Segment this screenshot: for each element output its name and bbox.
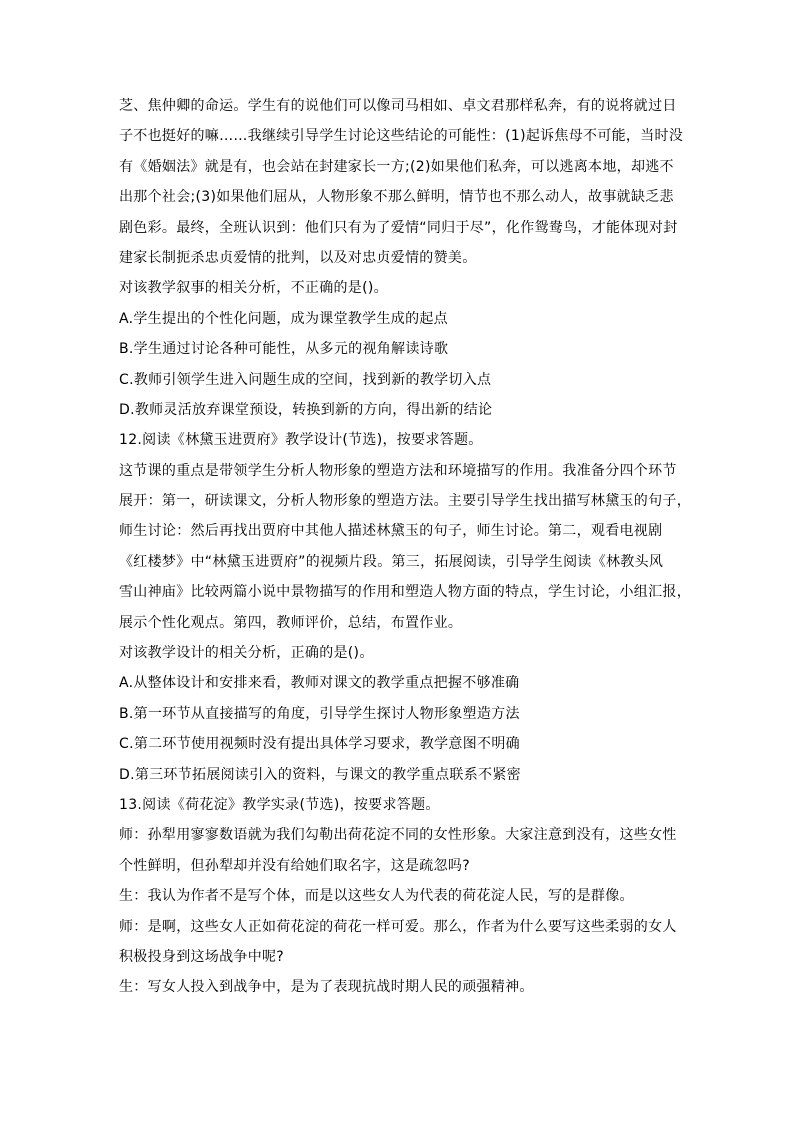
paragraph-line: 雪山神庙》比较两篇小说中景物描写的作用和塑造人物方面的特点，学生讨论，小组汇报， xyxy=(119,584,691,601)
paragraph-line: 师生讨论：然后再找出贾府中其他人描述林黛玉的句子，师生讨论。第二，观看电视剧 xyxy=(119,523,663,540)
paragraph-line: 有《婚姻法》就是有，也会站在封建家长一方;(2)如果他们私奔，可以逃离本地，却逃不 xyxy=(119,158,674,175)
paragraph-line: 《红楼梦》中“林黛玉进贾府”的视频片段。第三，拓展阅读，引导学生阅读《林教头风 xyxy=(119,553,664,570)
q11-passage xyxy=(119,96,689,430)
q12-section xyxy=(119,430,689,795)
option-c: C.第二环节使用视频时没有提出具体学习要求，教学意图不明确 xyxy=(119,736,520,753)
paragraph-line: 展示个性化观点。第四，教师评价，总结，布置作业。 xyxy=(119,614,463,631)
dialogue-line: 师：孙犁用寥寥数语就为我们勾勒出荷花淀不同的女性形象。大家注意到没有，这些女性 xyxy=(119,827,677,844)
dialogue-line: 个性鲜明，但孙犁却并没有给她们取名字，这是疏忽吗? xyxy=(119,857,470,874)
paragraph-line: 芝、焦仲卿的命运。学生有的说他们可以像司马相如、卓文君那样私奔，有的说将就过日 xyxy=(119,98,677,114)
document-page xyxy=(119,96,689,1008)
option-b: B.学生通过讨论各种可能性，从多元的视角解读诗歌 xyxy=(119,341,449,358)
option-c: C.教师引领学生进入问题生成的空间，找到新的教学切入点 xyxy=(119,371,492,388)
option-a: A.从整体设计和安排来看，教师对课文的教学重点把握不够准确 xyxy=(119,675,520,692)
dialogue-line: 生：写女人投入到战争中，是为了表现抗战时期人民的顽强精神。 xyxy=(119,979,534,996)
paragraph-line: 展开：第一，研读课文，分析人物形象的塑造方法。主要引导学生找出描写林黛玉的句子， xyxy=(119,493,691,510)
option-d: D.教师灵活放弃课堂预设，转换到新的方向，得出新的结论 xyxy=(119,401,493,418)
paragraph-line: 建家长制扼杀忠贞爱情的批判，以及对忠贞爱情的赞美。 xyxy=(119,249,477,266)
question-stem: 对该教学设计的相关分析，正确的是()。 xyxy=(119,645,374,662)
option-d: D.第三环节拓展阅读引入的资料，与课文的教学重点联系不紧密 xyxy=(119,766,521,783)
paragraph-line: 子不也挺好的嘛……我继续引导学生讨论这些结论的可能性：(1)起诉焦母不可能，当时没 xyxy=(119,128,684,145)
dialogue-line: 生：我认为作者不是写个体，而是以这些女人为代表的荷花淀人民，写的是群像。 xyxy=(119,888,634,905)
paragraph-line: 这节课的重点是带领学生分析人物形象的塑造方法和环境描写的作用。我准备分四个环节 xyxy=(119,462,677,479)
dialogue-line: 师：是啊，这些女人正如荷花淀的荷花一样可爱。那么，作者为什么要写这些柔弱的女人 xyxy=(119,918,677,935)
paragraph-line: 出那个社会;(3)如果他们屈从，人物形象不那么鲜明，情节也不那么动人，故事就缺乏悲 xyxy=(119,189,674,206)
question-title: 12.阅读《林黛玉进贾府》教学设计(节选)，按要求答题。 xyxy=(119,432,483,449)
question-stem: 对该教学叙事的相关分析，不正确的是()。 xyxy=(119,280,388,297)
question-title: 13.阅读《荷花淀》教学实录(节选)，按要求答题。 xyxy=(119,796,440,813)
paragraph-line: 剧色彩。最终，全班认识到：他们只有为了爱情“同归于尽”，化作鸳鸯鸟，才能体现对封 xyxy=(119,219,678,236)
q13-section xyxy=(119,795,689,1008)
option-b: B.第一环节从直接描写的角度，引导学生探讨人物形象塑造方法 xyxy=(119,705,520,722)
dialogue-line: 积极投身到这场战争中呢? xyxy=(119,948,285,965)
option-a: A.学生提出的个性化问题，成为课堂教学生成的起点 xyxy=(119,310,448,327)
